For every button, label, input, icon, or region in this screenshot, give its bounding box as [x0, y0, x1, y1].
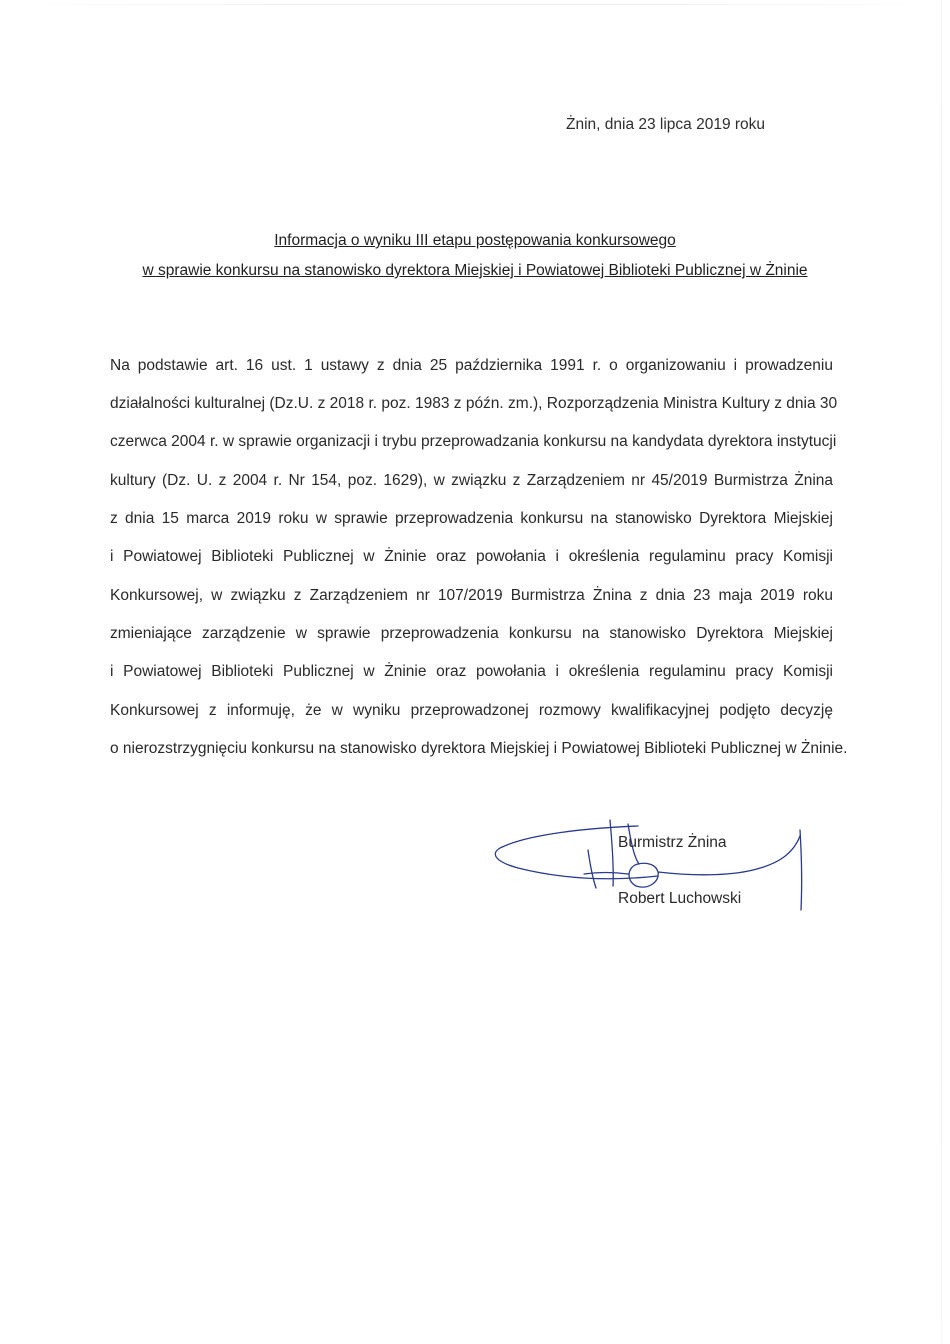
body-line: i Powiatowej Biblioteki Publicznej w Żninie oraz powołania i określenia regulaminu pracy Komisji [110, 663, 833, 680]
title-line-2: w sprawie konkursu na stanowisko dyrektora Miejskiej i Powiatowej Biblioteki Publicznej w Żninie [142, 262, 808, 279]
body-line: i Powiatowej Biblioteki Publicznej w Żninie oraz powołania i określenia regulaminu pracy Komisji [110, 548, 833, 565]
signature-block [488, 812, 818, 922]
scan-edge-top [0, 4, 950, 5]
date-line: Żnin, dnia 23 lipca 2019 roku [566, 116, 766, 133]
body-line: Na podstawie art. 16 ust. 1 ustawy z dnia 25 października 1991 r. o organizowaniu i prowadzeniu [110, 357, 833, 374]
scan-edge-right [941, 0, 942, 1344]
title-line-1: Informacja o wyniku III etapu postępowania konkursowego [274, 232, 676, 249]
body-line: z dnia 15 marca 2019 roku w sprawie przeprowadzenia konkursu na stanowisko Dyrektora Miejskiej [110, 510, 833, 527]
body-line: Konkursowej z informuję, że w wyniku przeprowadzonej rozmowy kwalifikacyjnej podjęto decyzję [110, 702, 833, 719]
body-line: zmieniające zarządzenie w sprawie przeprowadzenia konkursu na stanowisko Dyrektora Miejskiej [110, 625, 833, 642]
signatory-role: Burmistrz Żnina [618, 834, 727, 851]
body-line: Konkursowej, w związku z Zarządzeniem nr 107/2019 Burmistrza Żnina z dnia 23 maja 2019 roku [110, 587, 833, 604]
body-line: działalności kulturalnej (Dz.U. z 2018 r. poz. 1983 z późn. zm.), Rozporządzenia Ministra Kultury z dnia 30 [110, 395, 838, 412]
body-line: o nierozstrzygnięciu konkursu na stanowisko dyrektora Miejskiej i Powiatowej Biblioteki Publicznej w Żninie. [110, 740, 848, 757]
body-line: czerwca 2004 r. w sprawie organizacji i trybu przeprowadzania konkursu na kandydata dyrektora instytucji [110, 433, 837, 450]
signatory-name: Robert Luchowski [618, 890, 742, 907]
body-line: kultury (Dz. U. z 2004 r. Nr 154, poz. 1629), w związku z Zarządzeniem nr 45/2019 Burmistrza Żnina [110, 472, 833, 489]
